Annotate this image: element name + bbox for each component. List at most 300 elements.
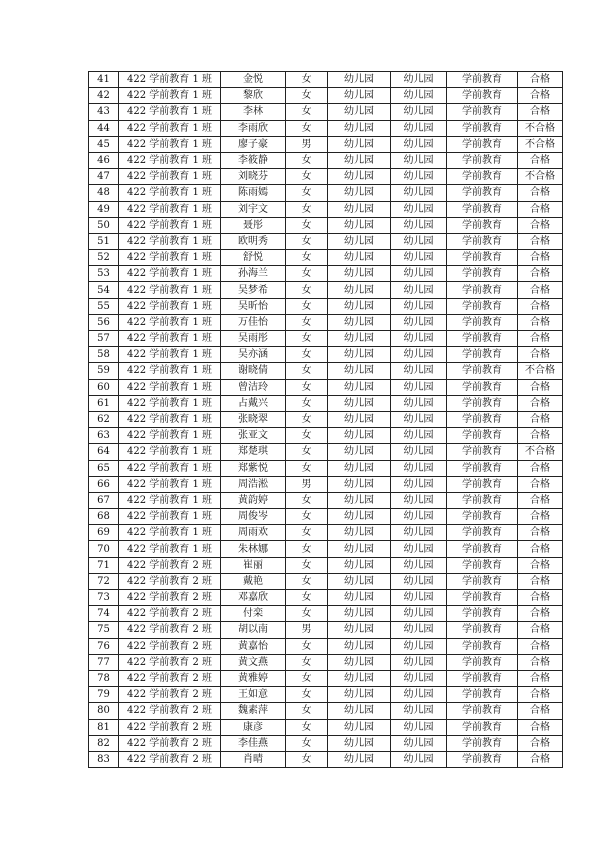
cell-col5: 幼儿园 xyxy=(328,638,391,654)
row-number: 75 xyxy=(89,622,119,638)
table-row xyxy=(89,217,563,233)
major: 学前教育 xyxy=(447,104,518,120)
cell-col6: 幼儿园 xyxy=(391,266,447,282)
gender: 女 xyxy=(286,282,328,298)
student-name: 张亚文 xyxy=(221,428,286,444)
student-name: 李林 xyxy=(221,104,286,120)
student-name: 邓嘉欣 xyxy=(221,590,286,606)
cell-col5: 幼儿园 xyxy=(328,557,391,573)
gender: 女 xyxy=(286,233,328,249)
table-row xyxy=(89,185,563,201)
row-number: 79 xyxy=(89,687,119,703)
gender: 男 xyxy=(286,476,328,492)
student-name: 周俊岑 xyxy=(221,509,286,525)
gender: 女 xyxy=(286,120,328,136)
cell-col5: 幼儿园 xyxy=(328,136,391,152)
result: 合格 xyxy=(518,152,563,168)
result: 合格 xyxy=(518,557,563,573)
table-row xyxy=(89,120,563,136)
gender: 女 xyxy=(286,573,328,589)
major: 学前教育 xyxy=(447,735,518,751)
gender: 男 xyxy=(286,136,328,152)
major: 学前教育 xyxy=(447,638,518,654)
gender: 女 xyxy=(286,185,328,201)
major: 学前教育 xyxy=(447,379,518,395)
student-name: 吴昕怡 xyxy=(221,298,286,314)
major: 学前教育 xyxy=(447,72,518,88)
major: 学前教育 xyxy=(447,622,518,638)
row-number: 52 xyxy=(89,250,119,266)
result: 合格 xyxy=(518,541,563,557)
cell-col5: 幼儿园 xyxy=(328,622,391,638)
class-name: 422 学前教育 1 班 xyxy=(119,395,221,411)
table-row xyxy=(89,379,563,395)
row-number: 50 xyxy=(89,217,119,233)
major: 学前教育 xyxy=(447,152,518,168)
row-number: 54 xyxy=(89,282,119,298)
cell-col6: 幼儿园 xyxy=(391,735,447,751)
student-name: 吴梦希 xyxy=(221,282,286,298)
row-number: 70 xyxy=(89,541,119,557)
table-row xyxy=(89,266,563,282)
cell-col6: 幼儿园 xyxy=(391,104,447,120)
cell-col5: 幼儿园 xyxy=(328,72,391,88)
cell-col5: 幼儿园 xyxy=(328,525,391,541)
cell-col6: 幼儿园 xyxy=(391,347,447,363)
major: 学前教育 xyxy=(447,347,518,363)
table-row xyxy=(89,347,563,363)
result: 合格 xyxy=(518,185,563,201)
major: 学前教育 xyxy=(447,266,518,282)
cell-col5: 幼儿园 xyxy=(328,331,391,347)
result: 合格 xyxy=(518,735,563,751)
major: 学前教育 xyxy=(447,606,518,622)
cell-col6: 幼儿园 xyxy=(391,525,447,541)
student-name: 黄嘉怡 xyxy=(221,638,286,654)
student-name: 黄文燕 xyxy=(221,654,286,670)
table-row xyxy=(89,428,563,444)
student-name: 魏素萍 xyxy=(221,703,286,719)
cell-col5: 幼儿园 xyxy=(328,314,391,330)
cell-col6: 幼儿园 xyxy=(391,72,447,88)
row-number: 51 xyxy=(89,233,119,249)
table-row xyxy=(89,88,563,104)
student-name: 李雨欣 xyxy=(221,120,286,136)
result: 合格 xyxy=(518,525,563,541)
result: 合格 xyxy=(518,509,563,525)
table-row xyxy=(89,590,563,606)
gender: 女 xyxy=(286,104,328,120)
cell-col6: 幼儿园 xyxy=(391,379,447,395)
result: 合格 xyxy=(518,104,563,120)
result: 合格 xyxy=(518,411,563,427)
row-number: 55 xyxy=(89,298,119,314)
cell-col5: 幼儿园 xyxy=(328,735,391,751)
student-name: 谢晓倩 xyxy=(221,363,286,379)
cell-col6: 幼儿园 xyxy=(391,670,447,686)
cell-col5: 幼儿园 xyxy=(328,185,391,201)
class-name: 422 学前教育 2 班 xyxy=(119,573,221,589)
gender: 女 xyxy=(286,557,328,573)
gender: 女 xyxy=(286,250,328,266)
result: 合格 xyxy=(518,72,563,88)
cell-col6: 幼儿园 xyxy=(391,428,447,444)
cell-col6: 幼儿园 xyxy=(391,217,447,233)
major: 学前教育 xyxy=(447,751,518,767)
result: 不合格 xyxy=(518,169,563,185)
result: 不合格 xyxy=(518,444,563,460)
result: 合格 xyxy=(518,266,563,282)
table-row xyxy=(89,233,563,249)
cell-col5: 幼儿园 xyxy=(328,282,391,298)
cell-col5: 幼儿园 xyxy=(328,428,391,444)
student-name: 欧明秀 xyxy=(221,233,286,249)
major: 学前教育 xyxy=(447,88,518,104)
table-row xyxy=(89,72,563,88)
class-name: 422 学前教育 1 班 xyxy=(119,331,221,347)
cell-col5: 幼儿园 xyxy=(328,670,391,686)
cell-col5: 幼儿园 xyxy=(328,606,391,622)
gender: 女 xyxy=(286,428,328,444)
result: 合格 xyxy=(518,233,563,249)
table-row xyxy=(89,525,563,541)
cell-col6: 幼儿园 xyxy=(391,638,447,654)
table-row xyxy=(89,460,563,476)
student-name: 崔丽 xyxy=(221,557,286,573)
result: 合格 xyxy=(518,638,563,654)
class-name: 422 学前教育 1 班 xyxy=(119,88,221,104)
cell-col6: 幼儿园 xyxy=(391,622,447,638)
cell-col6: 幼儿园 xyxy=(391,719,447,735)
student-name: 戴艳 xyxy=(221,573,286,589)
major: 学前教育 xyxy=(447,411,518,427)
cell-col5: 幼儿园 xyxy=(328,687,391,703)
result: 合格 xyxy=(518,379,563,395)
class-name: 422 学前教育 1 班 xyxy=(119,428,221,444)
result: 合格 xyxy=(518,492,563,508)
major: 学前教育 xyxy=(447,298,518,314)
gender: 女 xyxy=(286,298,328,314)
student-name: 郑楚琪 xyxy=(221,444,286,460)
result: 合格 xyxy=(518,331,563,347)
gender: 女 xyxy=(286,638,328,654)
gender: 女 xyxy=(286,411,328,427)
row-number: 44 xyxy=(89,120,119,136)
cell-col6: 幼儿园 xyxy=(391,476,447,492)
result: 不合格 xyxy=(518,363,563,379)
major: 学前教育 xyxy=(447,670,518,686)
table-row xyxy=(89,331,563,347)
cell-col5: 幼儿园 xyxy=(328,395,391,411)
major: 学前教育 xyxy=(447,169,518,185)
gender: 女 xyxy=(286,217,328,233)
class-name: 422 学前教育 1 班 xyxy=(119,72,221,88)
gender: 女 xyxy=(286,492,328,508)
major: 学前教育 xyxy=(447,509,518,525)
row-number: 41 xyxy=(89,72,119,88)
class-name: 422 学前教育 2 班 xyxy=(119,703,221,719)
gender: 女 xyxy=(286,331,328,347)
cell-col5: 幼儿园 xyxy=(328,120,391,136)
student-name: 黄韵婷 xyxy=(221,492,286,508)
cell-col5: 幼儿园 xyxy=(328,703,391,719)
major: 学前教育 xyxy=(447,703,518,719)
major: 学前教育 xyxy=(447,395,518,411)
cell-col5: 幼儿园 xyxy=(328,298,391,314)
cell-col5: 幼儿园 xyxy=(328,104,391,120)
cell-col5: 幼儿园 xyxy=(328,719,391,735)
row-number: 72 xyxy=(89,573,119,589)
cell-col6: 幼儿园 xyxy=(391,557,447,573)
cell-col6: 幼儿园 xyxy=(391,444,447,460)
row-number: 64 xyxy=(89,444,119,460)
student-name: 王如意 xyxy=(221,687,286,703)
cell-col6: 幼儿园 xyxy=(391,654,447,670)
gender: 女 xyxy=(286,606,328,622)
class-name: 422 学前教育 1 班 xyxy=(119,379,221,395)
class-name: 422 学前教育 2 班 xyxy=(119,654,221,670)
class-name: 422 学前教育 2 班 xyxy=(119,751,221,767)
row-number: 80 xyxy=(89,703,119,719)
class-name: 422 学前教育 2 班 xyxy=(119,590,221,606)
student-name: 肖晴 xyxy=(221,751,286,767)
class-name: 422 学前教育 1 班 xyxy=(119,363,221,379)
student-name: 万佳怡 xyxy=(221,314,286,330)
cell-col5: 幼儿园 xyxy=(328,492,391,508)
student-name: 吴亦涵 xyxy=(221,347,286,363)
cell-col5: 幼儿园 xyxy=(328,217,391,233)
table-row xyxy=(89,751,563,767)
class-name: 422 学前教育 2 班 xyxy=(119,622,221,638)
gender: 女 xyxy=(286,88,328,104)
cell-col5: 幼儿园 xyxy=(328,88,391,104)
cell-col5: 幼儿园 xyxy=(328,233,391,249)
class-name: 422 学前教育 1 班 xyxy=(119,169,221,185)
cell-col6: 幼儿园 xyxy=(391,460,447,476)
cell-col6: 幼儿园 xyxy=(391,411,447,427)
student-name: 周浩淞 xyxy=(221,476,286,492)
table-row xyxy=(89,298,563,314)
row-number: 69 xyxy=(89,525,119,541)
gender: 女 xyxy=(286,460,328,476)
result: 合格 xyxy=(518,573,563,589)
cell-col6: 幼儿园 xyxy=(391,363,447,379)
class-name: 422 学前教育 1 班 xyxy=(119,476,221,492)
table-row xyxy=(89,104,563,120)
major: 学前教育 xyxy=(447,282,518,298)
cell-col5: 幼儿园 xyxy=(328,476,391,492)
class-name: 422 学前教育 2 班 xyxy=(119,719,221,735)
major: 学前教育 xyxy=(447,460,518,476)
gender: 女 xyxy=(286,169,328,185)
row-number: 73 xyxy=(89,590,119,606)
cell-col6: 幼儿园 xyxy=(391,703,447,719)
student-name: 朱林娜 xyxy=(221,541,286,557)
row-number: 65 xyxy=(89,460,119,476)
row-number: 62 xyxy=(89,411,119,427)
major: 学前教育 xyxy=(447,525,518,541)
cell-col5: 幼儿园 xyxy=(328,152,391,168)
class-name: 422 学前教育 1 班 xyxy=(119,282,221,298)
cell-col6: 幼儿园 xyxy=(391,606,447,622)
major: 学前教育 xyxy=(447,492,518,508)
cell-col6: 幼儿园 xyxy=(391,120,447,136)
cell-col6: 幼儿园 xyxy=(391,233,447,249)
cell-col5: 幼儿园 xyxy=(328,266,391,282)
major: 学前教育 xyxy=(447,250,518,266)
row-number: 48 xyxy=(89,185,119,201)
student-name: 陈雨嫣 xyxy=(221,185,286,201)
gender: 女 xyxy=(286,72,328,88)
row-number: 67 xyxy=(89,492,119,508)
cell-col5: 幼儿园 xyxy=(328,169,391,185)
cell-col6: 幼儿园 xyxy=(391,573,447,589)
class-name: 422 学前教育 1 班 xyxy=(119,509,221,525)
student-name: 廖子豪 xyxy=(221,136,286,152)
student-name: 黎欣 xyxy=(221,88,286,104)
student-name: 黄雅婷 xyxy=(221,670,286,686)
result: 合格 xyxy=(518,250,563,266)
row-number: 82 xyxy=(89,735,119,751)
student-name: 付栾 xyxy=(221,606,286,622)
result: 合格 xyxy=(518,703,563,719)
student-name: 孙海兰 xyxy=(221,266,286,282)
gender: 女 xyxy=(286,314,328,330)
cell-col6: 幼儿园 xyxy=(391,751,447,767)
major: 学前教育 xyxy=(447,233,518,249)
cell-col6: 幼儿园 xyxy=(391,492,447,508)
student-name: 郑紫悦 xyxy=(221,460,286,476)
result: 合格 xyxy=(518,88,563,104)
row-number: 57 xyxy=(89,331,119,347)
class-name: 422 学前教育 1 班 xyxy=(119,525,221,541)
major: 学前教育 xyxy=(447,185,518,201)
student-name: 占戴兴 xyxy=(221,395,286,411)
cell-col6: 幼儿园 xyxy=(391,541,447,557)
cell-col5: 幼儿园 xyxy=(328,347,391,363)
gender: 女 xyxy=(286,670,328,686)
student-name: 聂彤 xyxy=(221,217,286,233)
major: 学前教育 xyxy=(447,428,518,444)
row-number: 59 xyxy=(89,363,119,379)
class-name: 422 学前教育 1 班 xyxy=(119,314,221,330)
row-number: 47 xyxy=(89,169,119,185)
cell-col6: 幼儿园 xyxy=(391,298,447,314)
result: 合格 xyxy=(518,719,563,735)
class-name: 422 学前教育 2 班 xyxy=(119,638,221,654)
major: 学前教育 xyxy=(447,557,518,573)
table-row xyxy=(89,719,563,735)
gender: 女 xyxy=(286,379,328,395)
gender: 女 xyxy=(286,687,328,703)
row-number: 74 xyxy=(89,606,119,622)
table-row xyxy=(89,250,563,266)
gender: 女 xyxy=(286,444,328,460)
class-name: 422 学前教育 1 班 xyxy=(119,541,221,557)
student-name: 李佳燕 xyxy=(221,735,286,751)
result: 合格 xyxy=(518,428,563,444)
gender: 女 xyxy=(286,654,328,670)
cell-col5: 幼儿园 xyxy=(328,363,391,379)
row-number: 76 xyxy=(89,638,119,654)
student-name: 康彦 xyxy=(221,719,286,735)
result: 合格 xyxy=(518,282,563,298)
cell-col6: 幼儿园 xyxy=(391,314,447,330)
table-row xyxy=(89,654,563,670)
student-name: 曾洁玲 xyxy=(221,379,286,395)
cell-col6: 幼儿园 xyxy=(391,185,447,201)
class-name: 422 学前教育 1 班 xyxy=(119,233,221,249)
result: 合格 xyxy=(518,347,563,363)
result: 合格 xyxy=(518,622,563,638)
row-number: 58 xyxy=(89,347,119,363)
table-row xyxy=(89,557,563,573)
table-row xyxy=(89,314,563,330)
major: 学前教育 xyxy=(447,136,518,152)
row-number: 56 xyxy=(89,314,119,330)
row-number: 63 xyxy=(89,428,119,444)
gender: 女 xyxy=(286,347,328,363)
class-name: 422 学前教育 1 班 xyxy=(119,217,221,233)
cell-col6: 幼儿园 xyxy=(391,250,447,266)
class-name: 422 学前教育 2 班 xyxy=(119,735,221,751)
class-name: 422 学前教育 1 班 xyxy=(119,492,221,508)
class-name: 422 学前教育 1 班 xyxy=(119,136,221,152)
student-name: 张晓翠 xyxy=(221,411,286,427)
major: 学前教育 xyxy=(447,590,518,606)
table-row xyxy=(89,703,563,719)
result: 合格 xyxy=(518,590,563,606)
result: 合格 xyxy=(518,606,563,622)
cell-col6: 幼儿园 xyxy=(391,201,447,217)
gender: 女 xyxy=(286,719,328,735)
cell-col6: 幼儿园 xyxy=(391,395,447,411)
table-row xyxy=(89,363,563,379)
result: 合格 xyxy=(518,298,563,314)
major: 学前教育 xyxy=(447,217,518,233)
class-name: 422 学前教育 1 班 xyxy=(119,104,221,120)
class-name: 422 学前教育 1 班 xyxy=(119,152,221,168)
cell-col5: 幼儿园 xyxy=(328,590,391,606)
row-number: 71 xyxy=(89,557,119,573)
result: 合格 xyxy=(518,687,563,703)
class-name: 422 学前教育 1 班 xyxy=(119,298,221,314)
table-row xyxy=(89,735,563,751)
gender: 女 xyxy=(286,363,328,379)
row-number: 78 xyxy=(89,670,119,686)
major: 学前教育 xyxy=(447,444,518,460)
cell-col6: 幼儿园 xyxy=(391,331,447,347)
row-number: 60 xyxy=(89,379,119,395)
student-name: 刘宇文 xyxy=(221,201,286,217)
result: 不合格 xyxy=(518,136,563,152)
class-name: 422 学前教育 1 班 xyxy=(119,347,221,363)
class-name: 422 学前教育 1 班 xyxy=(119,120,221,136)
cell-col6: 幼儿园 xyxy=(391,509,447,525)
result: 合格 xyxy=(518,476,563,492)
row-number: 45 xyxy=(89,136,119,152)
row-number: 61 xyxy=(89,395,119,411)
cell-col5: 幼儿园 xyxy=(328,379,391,395)
gender: 女 xyxy=(286,395,328,411)
class-name: 422 学前教育 2 班 xyxy=(119,557,221,573)
class-name: 422 学前教育 1 班 xyxy=(119,444,221,460)
student-name: 吴雨彤 xyxy=(221,331,286,347)
major: 学前教育 xyxy=(447,573,518,589)
cell-col5: 幼儿园 xyxy=(328,573,391,589)
table-row xyxy=(89,395,563,411)
cell-col5: 幼儿园 xyxy=(328,654,391,670)
